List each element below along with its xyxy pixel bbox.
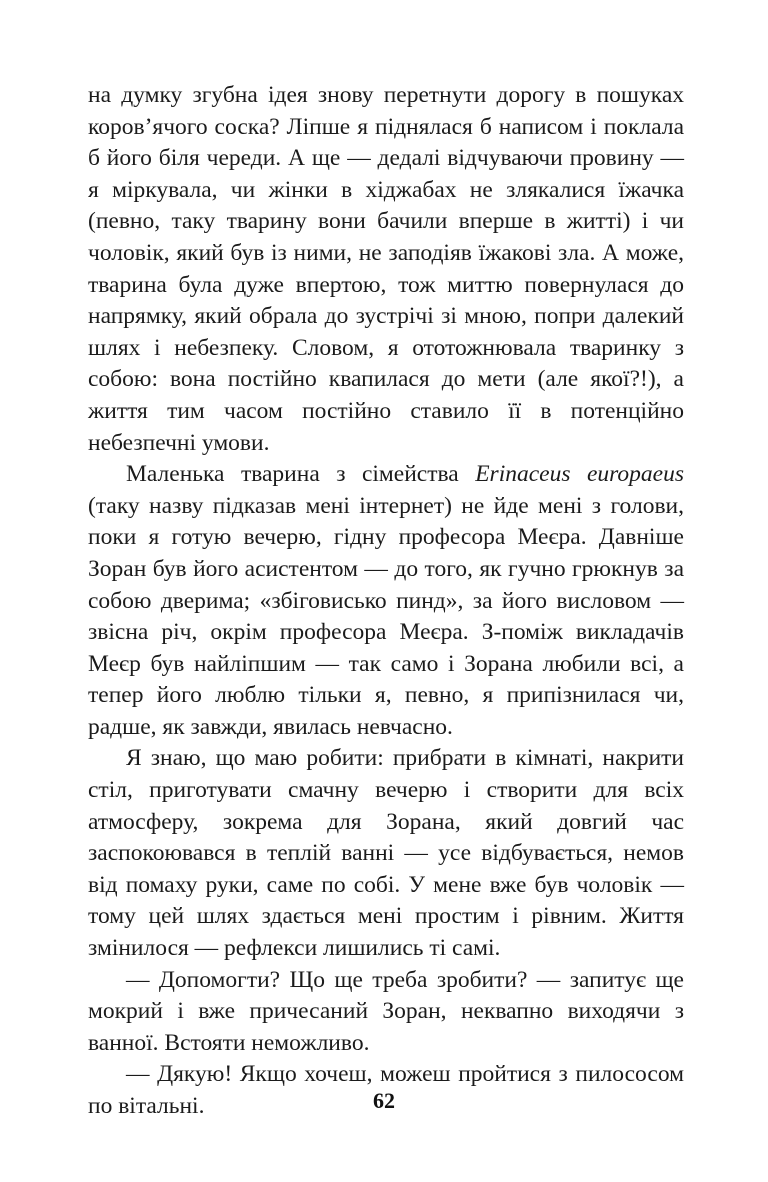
text-segment: — Дякую! Якщо хочеш, можеш пройтися з пилососом по вітальні. xyxy=(88,1061,684,1119)
text-segment: (таку назву підказав мені інтернет) не йде мені з голови, поки я готую вечерю, гідну професора Меєра. Давніше Зоран був його асистентом — до того, як гучно грюкнув за собою дверима; «збіговисько пинд», за його висловом — звісна річ, окрім професора Меєра. З-поміж викладачів Меєр був найліпшим — так само і Зорана любили всі, а тепер його люблю тільки я, певно, я припізнилася чи, радше, як завжди, явилась невчасно. xyxy=(88,492,684,740)
text-segment: на думку згубна ідея знову перетнути дорогу в пошуках коров’ячого соска? Ліпше я піднялася б написом і поклала б його біля череди. А ще — дедалі відчуваючи провину — я міркувала, чи жінки в хіджабах не злякалися їжачка (певно, таку тварину вони бачили вперше в житті) і чи чоловік, який був із ними, не заподіяв їжакові зла. А може, тварина була дуже впертою, тож миттю повернулася до напрямку, який обрала до зустрічі зі мною, попри далекий шлях і небезпеку. Словом, я ототожнювала тваринку з собою: вона постійно квапилася до мети (але якої?!), а життя тим часом постійно ставило її в потенційно небезпечні умови. xyxy=(88,82,684,456)
page-number: 62 xyxy=(373,1088,395,1113)
paragraph xyxy=(88,459,684,743)
latin-species-name: Erinaceus europaeus xyxy=(475,461,684,488)
page-text xyxy=(88,80,684,1123)
text-segment: Маленька тварина з сімейства xyxy=(126,461,476,488)
paragraph xyxy=(88,743,684,964)
text-segment: — Допомогти? Що ще треба зробити? — запитує ще мокрий і вже причесаний Зоран, неквапно виходячи з ванної. Встояти неможливо. xyxy=(88,966,684,1056)
text-segment: Я знаю, що маю робити: прибрати в кімнаті, накрити стіл, приготувати смачну вечерю і створити для всіх атмосферу, зокрема для Зорана, який довгий час заспокоювався в теплій ванні — усе відбувається, немов від помаху руки, саме по собі. У мене вже був чоловік — тому цей шлях здається мені простим і рівним. Життя змінилося — рефлекси лишились ті самі. xyxy=(88,745,684,962)
paragraph xyxy=(88,965,684,1060)
paragraph xyxy=(88,80,684,459)
